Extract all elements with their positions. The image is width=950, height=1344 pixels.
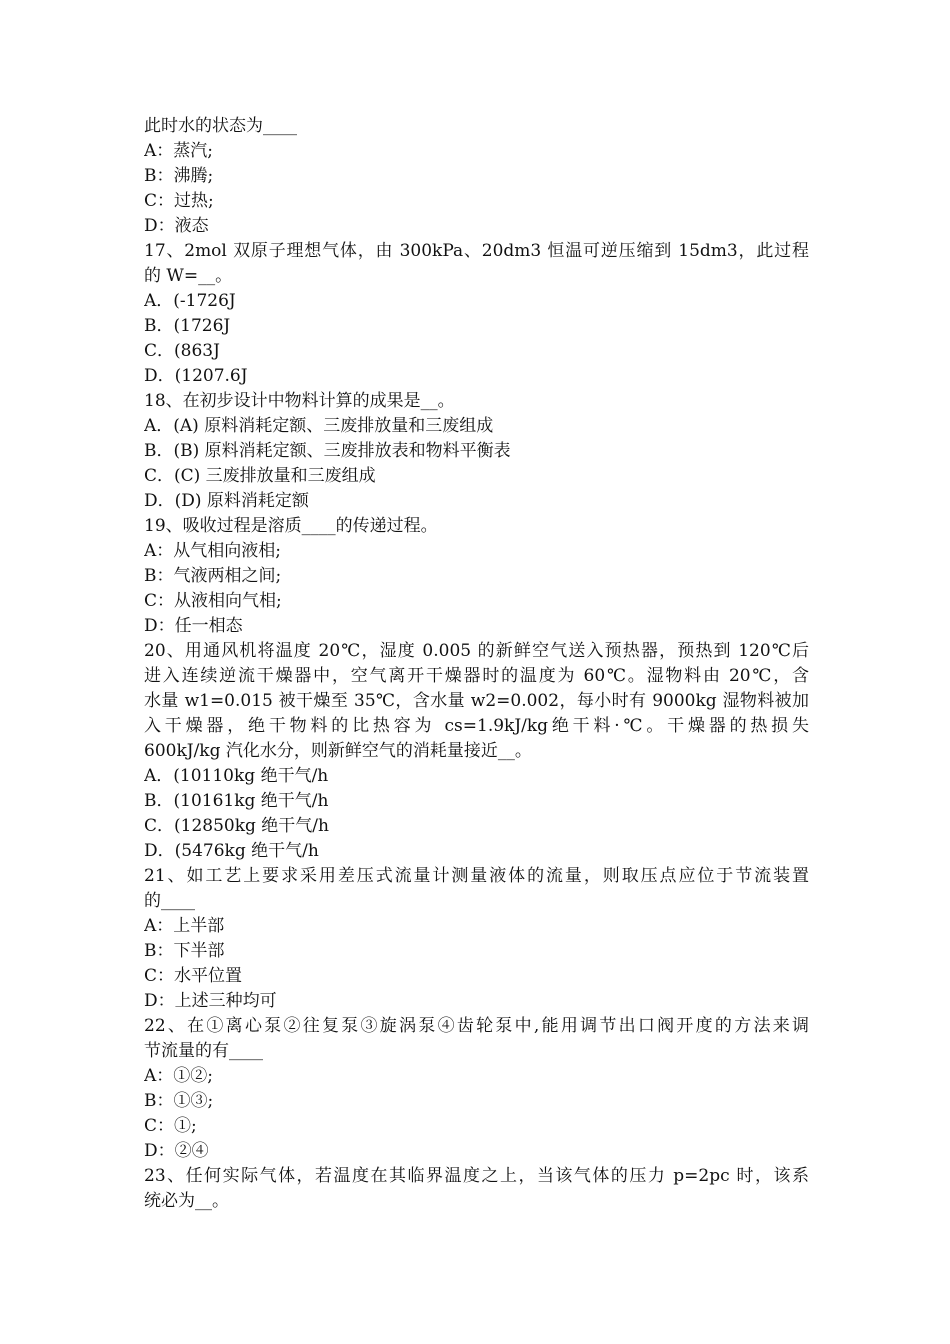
text-line: C：从液相向气相; (144, 591, 282, 611)
text-line: 17、2mol 双原子理想气体，由 300kPa、20dm3 恒温可逆压缩到 15dm3，此过程 (144, 241, 809, 261)
text-line: C：水平位置 (144, 966, 243, 986)
text-line: 21、如工艺上要求采用差压式流量计测量液体的流量，则取压点应位于节流装置 (144, 866, 809, 886)
text-line: 22、在①离心泵②往复泵③旋涡泵④齿轮泵中,能用调节出口阀开度的方法来调 (144, 1016, 809, 1036)
text-line: D：任一相态 (144, 616, 243, 636)
text-line: B．(10161kg 绝干气/h (144, 791, 329, 811)
text-line: A：蒸汽; (144, 141, 214, 161)
text-line: 此时水的状态为____ (144, 116, 297, 136)
text-line: 节流量的有____ (144, 1041, 263, 1061)
document-body (144, 114, 809, 1214)
text-line: 23、任何实际气体，若温度在其临界温度之上，当该气体的压力 p=2pc 时，该系 (144, 1166, 809, 1186)
text-line: D．(5476kg 绝干气/h (144, 841, 319, 861)
text-line: 19、吸收过程是溶质____的传递过程。 (144, 516, 438, 536)
text-line: B：①③; (144, 1091, 214, 1111)
text-line: A．(A) 原料消耗定额、三废排放量和三废组成 (144, 416, 494, 436)
text-line: D：上述三种均可 (144, 991, 277, 1011)
text-line: C．(863J (144, 341, 220, 361)
text-line: 入干燥器，绝干物料的比热容为 cs=1.9kJ/kg绝干料·℃。干燥器的热损失 (144, 716, 809, 736)
text-line: B：下半部 (144, 941, 225, 961)
text-line: D．(D) 原料消耗定额 (144, 491, 309, 511)
text-line: B．(1726J (144, 316, 231, 336)
text-line: A：①②; (144, 1066, 214, 1086)
text-line: 18、在初步设计中物料计算的成果是__。 (144, 391, 455, 411)
text-line: 进入连续逆流干燥器中，空气离开干燥器时的温度为 60℃。湿物料由 20℃，含 (144, 666, 809, 686)
text-line: C：过热; (144, 191, 214, 211)
text-line: C：①; (144, 1116, 197, 1136)
text-line: D：②④ (144, 1141, 209, 1161)
text-line: D：液态 (144, 216, 209, 236)
text-line: A：上半部 (144, 916, 225, 936)
text-line: 600kJ/kg 汽化水分，则新鲜空气的消耗量接近__。 (144, 741, 532, 761)
text-line: 水量 w1=0.015 被干燥至 35℃，含水量 w2=0.002，每小时有 9000kg 湿物料被加 (144, 691, 809, 711)
text-line: C．(12850kg 绝干气/h (144, 816, 329, 836)
text-line: B．(B) 原料消耗定额、三废排放表和物料平衡表 (144, 441, 511, 461)
text-line: A．(-1726J (144, 291, 236, 311)
text-line: A．(10110kg 绝干气/h (144, 766, 329, 786)
text-line: 的____ (144, 891, 195, 911)
text-line: A：从气相向液相; (144, 541, 282, 561)
text-line: C．(C) 三废排放量和三废组成 (144, 466, 376, 486)
text-line: B：气液两相之间; (144, 566, 282, 586)
text-line: 20、用通风机将温度 20℃，湿度 0.005 的新鲜空气送入预热器，预热到 120℃后 (144, 641, 809, 661)
text-line: D．(1207.6J (144, 366, 248, 386)
text-line: 统必为__。 (144, 1191, 229, 1211)
text-line: B：沸腾; (144, 166, 214, 186)
text-line: 的 W=__。 (144, 266, 233, 286)
